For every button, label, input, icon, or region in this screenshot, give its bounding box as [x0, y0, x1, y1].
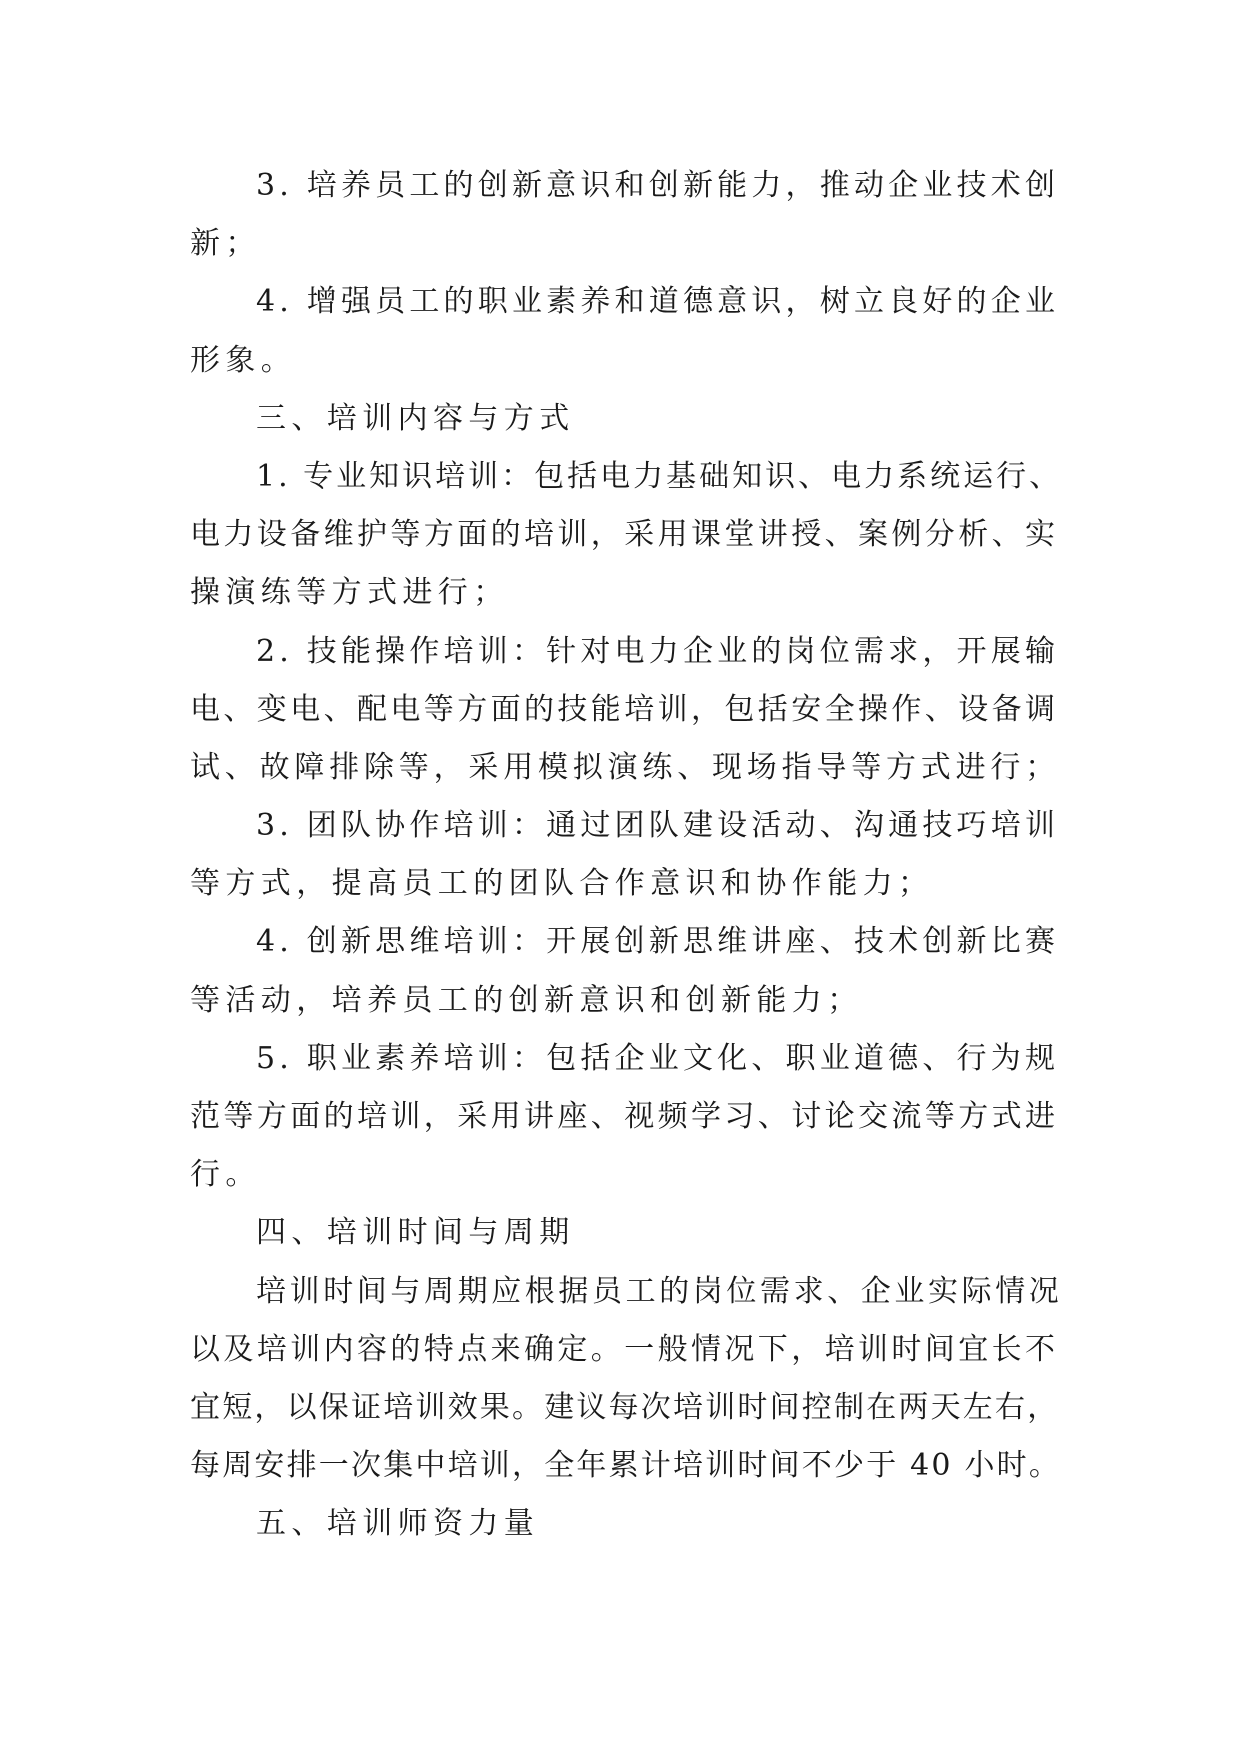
- text-line: 5. 职业素养培训：包括企业文化、职业道德、行为规: [256, 1040, 1060, 1076]
- text-line: 五、培训师资力量: [256, 1506, 540, 1542]
- text-line: 电、变电、配电等方面的技能培训，包括安全操作、设备调: [190, 691, 1059, 727]
- text-line: 1. 专业知识培训：包括电力基础知识、电力系统运行、: [256, 458, 1063, 494]
- text-line: 电力设备维护等方面的培训，采用课堂讲授、案例分析、实: [190, 517, 1059, 553]
- text-line: 宜短，以保证培训效果。建议每次培训时间控制在两天左右，: [190, 1389, 1060, 1425]
- text-line: 四、培训时间与周期: [256, 1215, 575, 1251]
- text-line: 2. 技能操作培训：针对电力企业的岗位需求，开展输: [256, 633, 1060, 669]
- text-line: 3. 培养员工的创新意识和创新能力，推动企业技术创: [256, 168, 1060, 203]
- text-line: 新；: [190, 226, 261, 262]
- text-line: 4. 创新思维培训：开展创新思维讲座、技术创新比赛: [256, 924, 1060, 960]
- text-line: 4. 增强员工的职业素养和道德意识，树立良好的企业: [256, 284, 1060, 320]
- text-line: 形象。: [190, 342, 297, 378]
- document-body: [190, 157, 1062, 1554]
- text-line: 培训时间与周期应根据员工的岗位需求、企业实际情况: [256, 1273, 1063, 1309]
- text-line: 试、故障排除等，采用模拟演练、现场指导等方式进行；: [190, 749, 1060, 785]
- text-line: 范等方面的培训，采用讲座、视频学习、讨论交流等方式进: [190, 1099, 1059, 1134]
- text-line: 三、培训内容与方式: [256, 400, 575, 436]
- text-line: 以及培训内容的特点来确定。一般情况下，培训时间宜长不: [190, 1331, 1059, 1367]
- text-line: 等方式，提高员工的团队合作意识和协作能力；: [190, 866, 934, 902]
- text-line: 行。: [190, 1157, 261, 1193]
- text-line: 等活动，培养员工的创新意识和创新能力；: [190, 982, 863, 1018]
- text-line: 操演练等方式进行；: [190, 575, 509, 611]
- text-line: 每周安排一次集中培训，全年累计培训时间不少于 40 小时。: [190, 1448, 1062, 1484]
- text-line: 3. 团队协作培训：通过团队建设活动、沟通技巧培训: [256, 808, 1060, 844]
